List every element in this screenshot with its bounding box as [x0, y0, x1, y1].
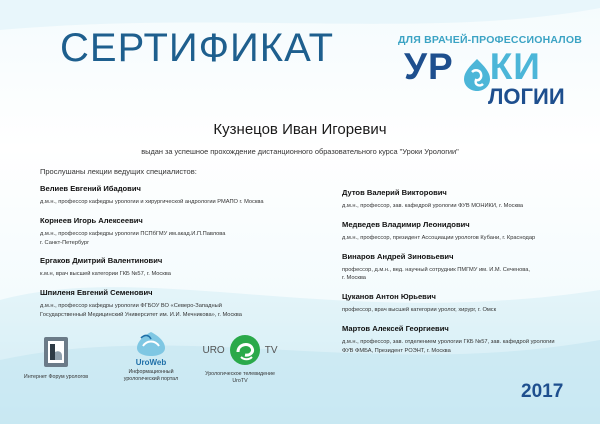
- lecturer-title: профессор, д.м.н., вед. научный сотрудник ПМГМУ им. И.М. Сеченова,: [342, 266, 531, 273]
- urotv-caption-line2: UroTV: [232, 377, 248, 384]
- lecturers-left-column: [40, 184, 310, 329]
- brand-word-part2: КИ: [489, 46, 541, 87]
- lecturer-title: д.м.н., профессор кафедры урологии и хирургической андрологии РМАПО г. Москва: [40, 199, 264, 205]
- lecturer-title: д.м.н., профессор, президент Ассоциации урологов Кубани, г. Краснодар: [342, 234, 536, 241]
- uroweb-caption-line1: Информационный: [128, 369, 174, 375]
- brand-word-part1: УР: [404, 46, 454, 87]
- lecturer-name: Цуканов Антон Юрьевич: [342, 292, 436, 302]
- lecturer-name: Корнеев Игорь Алексеевич: [40, 215, 143, 225]
- lecturer-title: г. Москва: [342, 275, 366, 282]
- forum-logo-icon: [41, 334, 71, 370]
- lecturer-name: Шпиленя Евгений Семенович: [40, 288, 153, 298]
- lecturer-title: д.м.н., профессор, зав. отделением урологии ГКБ №57, зав. кафедрой урологии: [342, 339, 555, 346]
- lecturers-right-column: [342, 188, 600, 365]
- lecturer-name: Ергаков Дмитрий Валентинович: [40, 256, 163, 266]
- lecturer-title: г. Санкт-Петербург: [40, 239, 90, 246]
- lecturer: [342, 324, 600, 356]
- urotv-logo: [190, 333, 290, 385]
- lecturer-title: д.м.н., профессор кафедры урологии ПСПбГМУ им.акад.И.П.Павлова: [40, 230, 226, 237]
- uroweb-logo-icon: [131, 330, 171, 358]
- brand-word-part3: ЛОГИИ: [488, 84, 565, 109]
- recipient-name: Кузнецов Иван Игоревич: [213, 121, 387, 138]
- certificate-title: СЕРТИФИКАТ: [60, 26, 335, 70]
- lecturer-name: Медведев Владимир Леонидович: [342, 219, 470, 229]
- uroweb-name: UroWeb: [135, 358, 167, 367]
- urotv-emblem-icon: [228, 333, 262, 367]
- lecturer: [40, 216, 310, 248]
- lecturer: [40, 288, 310, 320]
- lecturer-name: Велиев Евгений Ибадович: [40, 184, 141, 193]
- lecturer-title: Государственный Медицинский Университет им. И.И. Мечникова», г. Москва: [40, 312, 242, 319]
- lecturer: [342, 252, 600, 284]
- lecturer: [40, 256, 310, 279]
- lecturer: [342, 220, 600, 243]
- lecturers-intro: Прослушаны лекции ведущих специалистов:: [40, 167, 197, 176]
- lecturer-name: Винаров Андрей Зиновьевич: [342, 251, 454, 261]
- issued-text: выдан за успешное прохождение дистанционного образовательного курса "Уроки Урологии": [141, 147, 459, 156]
- forum-logo: [18, 334, 94, 381]
- certificate-year: 2017: [521, 381, 564, 402]
- lecturer-name: Мартов Алексей Георгиевич: [342, 324, 449, 334]
- urotv-caption-line1: Урологическое телевидение: [205, 371, 275, 377]
- lecturer: [342, 292, 600, 315]
- uroweb-logo: [108, 330, 194, 383]
- lecturer-title: д.м.н., профессор кафедры урологии ФГБОУ ВО «Северо-Западный: [40, 303, 222, 310]
- forum-caption: Интернет Форум урологов: [23, 374, 89, 380]
- lecturer-title: к.м.н, врач высшей категории ГКБ №57, г. Москва: [40, 271, 171, 278]
- lecturer-name: Дутов Валерий Викторович: [342, 188, 447, 197]
- urotv-uro-text: URO: [202, 344, 225, 356]
- brand-tagline: ДЛЯ ВРАЧЕЙ-ПРОФЕССИОНАЛОВ: [398, 34, 583, 46]
- urotv-tv-text: TV: [264, 344, 278, 356]
- lecturer-title: профессор, врач высшей категории уролог, хирург, г. Омск: [342, 307, 497, 314]
- lecturer-title: д.м.н., профессор, зав. кафедрой урологии ФУВ МОНИКИ, г. Москва: [342, 203, 524, 209]
- lecturer-title: ФУВ ФМБА, Президент РОЭНТ, г. Москва: [342, 347, 451, 354]
- lecturer: [342, 188, 600, 211]
- uroweb-caption-line2: урологический портал: [123, 375, 179, 382]
- urotv-mark: [190, 333, 290, 367]
- lecturer: [40, 184, 310, 207]
